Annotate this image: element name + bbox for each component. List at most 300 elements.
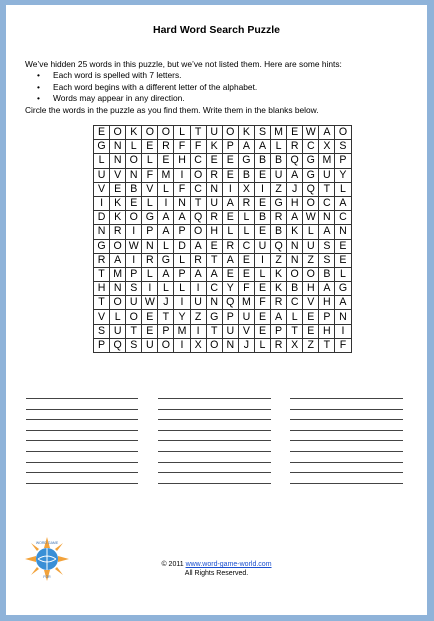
answer-blank-line[interactable] xyxy=(26,483,138,484)
grid-letter[interactable]: L xyxy=(142,154,158,168)
answer-blank-line[interactable] xyxy=(290,462,403,463)
grid-letter[interactable]: A xyxy=(319,282,335,296)
grid-letter[interactable]: I xyxy=(174,168,190,182)
grid-letter[interactable]: T xyxy=(126,324,142,338)
grid-letter[interactable]: Q xyxy=(271,239,287,253)
grid-letter[interactable]: B xyxy=(238,168,254,182)
grid-letter[interactable]: E xyxy=(126,196,142,210)
grid-letter[interactable]: M xyxy=(319,154,335,168)
grid-letter[interactable]: K xyxy=(206,140,222,154)
grid-letter[interactable]: X xyxy=(319,140,335,154)
grid-letter[interactable]: P xyxy=(94,338,110,352)
grid-letter[interactable]: I xyxy=(142,282,158,296)
grid-letter[interactable]: Q xyxy=(110,338,126,352)
grid-letter[interactable]: E xyxy=(142,310,158,324)
grid-letter[interactable]: R xyxy=(110,225,126,239)
grid-letter[interactable]: G xyxy=(271,196,287,210)
answer-blank-line[interactable] xyxy=(290,430,403,431)
answer-blank-line[interactable] xyxy=(26,440,138,441)
grid-letter[interactable]: F xyxy=(335,338,351,352)
grid-letter[interactable]: J xyxy=(287,182,303,196)
grid-letter[interactable]: D xyxy=(94,211,110,225)
answer-blank-line[interactable] xyxy=(290,419,403,420)
grid-letter[interactable]: N xyxy=(110,140,126,154)
grid-letter[interactable]: R xyxy=(158,140,174,154)
grid-letter[interactable]: U xyxy=(222,324,238,338)
grid-letter[interactable]: P xyxy=(222,310,238,324)
grid-letter[interactable]: U xyxy=(271,168,287,182)
grid-letter[interactable]: F xyxy=(142,168,158,182)
grid-letter[interactable]: L xyxy=(158,239,174,253)
grid-letter[interactable]: W xyxy=(303,126,319,140)
grid-letter[interactable]: A xyxy=(319,225,335,239)
grid-letter[interactable]: E xyxy=(303,310,319,324)
answer-blank-line[interactable] xyxy=(26,409,138,410)
grid-letter[interactable]: T xyxy=(287,324,303,338)
grid-letter[interactable]: O xyxy=(126,211,142,225)
grid-letter[interactable]: Z xyxy=(190,310,206,324)
grid-letter[interactable]: A xyxy=(190,267,206,281)
grid-letter[interactable]: V xyxy=(303,296,319,310)
grid-letter[interactable]: N xyxy=(174,196,190,210)
grid-letter[interactable]: E xyxy=(158,154,174,168)
grid-letter[interactable]: P xyxy=(158,324,174,338)
grid-letter[interactable]: B xyxy=(271,154,287,168)
grid-letter[interactable]: O xyxy=(158,126,174,140)
grid-letter[interactable]: P xyxy=(222,140,238,154)
answer-blank-line[interactable] xyxy=(158,472,271,473)
grid-letter[interactable]: U xyxy=(142,338,158,352)
grid-letter[interactable]: N xyxy=(206,296,222,310)
grid-letter[interactable]: T xyxy=(190,126,206,140)
grid-letter[interactable]: C xyxy=(335,211,351,225)
grid-letter[interactable]: G xyxy=(142,211,158,225)
grid-letter[interactable]: E xyxy=(238,267,254,281)
grid-letter[interactable]: I xyxy=(94,196,110,210)
grid-row xyxy=(94,324,352,338)
grid-letter[interactable]: L xyxy=(287,310,303,324)
grid-letter[interactable]: E xyxy=(254,282,270,296)
answer-blank-line[interactable] xyxy=(290,483,403,484)
grid-letter[interactable]: V xyxy=(238,324,254,338)
logo-text-top: WORD GAME xyxy=(35,541,59,545)
grid-letter[interactable]: G xyxy=(158,253,174,267)
grid-letter[interactable]: A xyxy=(238,140,254,154)
grid-letter[interactable]: M xyxy=(158,168,174,182)
grid-letter[interactable]: N xyxy=(94,225,110,239)
grid-letter[interactable]: A xyxy=(158,267,174,281)
grid-letter[interactable]: R xyxy=(238,196,254,210)
grid-letter[interactable]: R xyxy=(271,211,287,225)
footer xyxy=(6,560,427,578)
grid-letter[interactable]: P xyxy=(174,267,190,281)
grid-letter[interactable]: Y xyxy=(335,168,351,182)
grid-letter[interactable]: A xyxy=(287,211,303,225)
grid-letter[interactable]: H xyxy=(174,154,190,168)
grid-letter[interactable]: H xyxy=(303,282,319,296)
rights-text: All Rights Reserved. xyxy=(184,570,249,577)
grid-letter[interactable]: U xyxy=(206,126,222,140)
grid-letter[interactable]: B xyxy=(287,282,303,296)
grid-letter[interactable]: O xyxy=(126,310,142,324)
grid-letter[interactable]: O xyxy=(158,338,174,352)
grid-letter[interactable]: O xyxy=(190,168,206,182)
grid-letter[interactable]: M xyxy=(271,126,287,140)
grid-letter[interactable]: N xyxy=(335,225,351,239)
grid-letter[interactable]: A xyxy=(271,310,287,324)
grid-letter[interactable]: T xyxy=(158,310,174,324)
grid-letter[interactable]: I xyxy=(254,182,270,196)
grid-letter[interactable]: V xyxy=(142,182,158,196)
grid-letter[interactable]: E xyxy=(254,168,270,182)
grid-letter[interactable]: B xyxy=(271,225,287,239)
grid-letter[interactable]: A xyxy=(158,225,174,239)
grid-letter[interactable]: O xyxy=(110,239,126,253)
grid-letter[interactable]: B xyxy=(254,211,270,225)
grid-letter[interactable]: L xyxy=(174,253,190,267)
answer-blank-line[interactable] xyxy=(26,451,138,452)
grid-letter[interactable]: T xyxy=(94,296,110,310)
grid-letter[interactable]: I xyxy=(335,324,351,338)
grid-letter[interactable]: T xyxy=(319,338,335,352)
grid-letter[interactable]: F xyxy=(238,282,254,296)
grid-letter[interactable]: K xyxy=(271,267,287,281)
grid-letter[interactable]: F xyxy=(174,182,190,196)
grid-letter[interactable]: G xyxy=(335,282,351,296)
grid-letter[interactable]: A xyxy=(190,239,206,253)
answer-blank-line[interactable] xyxy=(158,451,271,452)
grid-letter[interactable]: P xyxy=(271,324,287,338)
grid-letter[interactable]: H xyxy=(206,225,222,239)
grid-letter[interactable]: L xyxy=(222,225,238,239)
grid-letter[interactable]: G xyxy=(94,239,110,253)
grid-letter[interactable]: O xyxy=(287,267,303,281)
grid-letter[interactable]: O xyxy=(190,225,206,239)
grid-letter[interactable]: O xyxy=(303,267,319,281)
grid-letter[interactable]: N xyxy=(319,211,335,225)
answer-blank-line[interactable] xyxy=(290,472,403,473)
grid-row xyxy=(94,168,352,182)
grid-letter[interactable]: I xyxy=(174,296,190,310)
answer-blank-line[interactable] xyxy=(290,409,403,410)
answer-blank-line[interactable] xyxy=(158,440,271,441)
grid-row xyxy=(94,196,352,210)
grid-letter[interactable]: X xyxy=(190,338,206,352)
grid-letter[interactable]: W xyxy=(126,239,142,253)
grid-row xyxy=(94,182,352,196)
grid-letter[interactable]: M xyxy=(110,267,126,281)
grid-letter[interactable]: R xyxy=(206,168,222,182)
grid-row xyxy=(94,267,352,281)
grid-letter[interactable]: E xyxy=(254,196,270,210)
grid-letter[interactable]: A xyxy=(222,253,238,267)
grid-letter[interactable]: P xyxy=(174,225,190,239)
grid-row xyxy=(94,239,352,253)
grid-letter[interactable]: S xyxy=(126,282,142,296)
grid-letter[interactable]: L xyxy=(142,196,158,210)
grid-letter[interactable]: E xyxy=(254,225,270,239)
grid-letter[interactable]: L xyxy=(126,140,142,154)
grid-letter[interactable]: U xyxy=(94,168,110,182)
grid-letter[interactable]: O xyxy=(335,126,351,140)
answer-blank-line[interactable] xyxy=(158,409,271,410)
grid-letter[interactable]: G xyxy=(94,140,110,154)
grid-letter[interactable]: K xyxy=(271,282,287,296)
grid-letter[interactable]: R xyxy=(271,338,287,352)
grid-letter[interactable]: Z xyxy=(271,182,287,196)
grid-letter[interactable]: E xyxy=(142,140,158,154)
answer-blank-line[interactable] xyxy=(158,398,271,399)
grid-letter[interactable]: E xyxy=(222,267,238,281)
grid-letter[interactable]: R xyxy=(287,140,303,154)
grid-letter[interactable]: I xyxy=(190,324,206,338)
page-title: Hard Word Search Puzzle xyxy=(152,24,280,36)
answer-blank-line[interactable] xyxy=(158,483,271,484)
grid-letter[interactable]: E xyxy=(303,324,319,338)
grid-letter[interactable]: L xyxy=(335,267,351,281)
grid-letter[interactable]: E xyxy=(206,239,222,253)
grid-letter[interactable]: J xyxy=(158,296,174,310)
grid-letter[interactable]: A xyxy=(110,253,126,267)
grid-letter[interactable]: O xyxy=(126,154,142,168)
grid-letter[interactable]: M xyxy=(238,296,254,310)
grid-letter[interactable]: Y xyxy=(222,282,238,296)
grid-letter[interactable]: V xyxy=(94,182,110,196)
grid-letter[interactable]: N xyxy=(206,182,222,196)
grid-letter[interactable]: L xyxy=(174,282,190,296)
grid-letter[interactable]: A xyxy=(335,196,351,210)
grid-letter[interactable]: E xyxy=(238,253,254,267)
grid-letter[interactable]: I xyxy=(158,196,174,210)
grid-letter[interactable]: E xyxy=(335,239,351,253)
grid-letter[interactable]: O xyxy=(110,296,126,310)
grid-letter[interactable]: O xyxy=(222,126,238,140)
grid-letter[interactable]: C xyxy=(206,282,222,296)
grid-letter[interactable]: C xyxy=(238,239,254,253)
grid-letter[interactable]: L xyxy=(174,126,190,140)
grid-letter[interactable]: Y xyxy=(174,310,190,324)
answer-blank-line[interactable] xyxy=(290,398,403,399)
grid-letter[interactable]: R xyxy=(271,296,287,310)
grid-letter[interactable]: U xyxy=(319,168,335,182)
grid-letter[interactable]: N xyxy=(110,282,126,296)
grid-letter[interactable]: T xyxy=(94,267,110,281)
grid-letter[interactable]: U xyxy=(303,239,319,253)
answer-blank-line[interactable] xyxy=(290,440,403,441)
grid-letter[interactable]: P xyxy=(142,225,158,239)
grid-letter[interactable]: H xyxy=(319,324,335,338)
grid-letter[interactable]: G xyxy=(303,168,319,182)
grid-letter[interactable]: L xyxy=(94,154,110,168)
grid-letter[interactable]: Z xyxy=(271,253,287,267)
grid-letter[interactable]: F xyxy=(190,140,206,154)
grid-letter[interactable]: M xyxy=(174,324,190,338)
grid-letter[interactable]: K xyxy=(287,225,303,239)
grid-letter[interactable]: I xyxy=(126,253,142,267)
grid-letter[interactable]: O xyxy=(142,126,158,140)
grid-letter[interactable]: V xyxy=(94,310,110,324)
grid-letter[interactable]: B xyxy=(126,182,142,196)
grid-letter[interactable]: E xyxy=(222,168,238,182)
grid-row xyxy=(94,225,352,239)
answer-blank-line[interactable] xyxy=(158,419,271,420)
answer-blank-line[interactable] xyxy=(26,472,138,473)
grid-letter[interactable]: B xyxy=(254,154,270,168)
grid-letter[interactable]: C xyxy=(190,154,206,168)
grid-letter[interactable]: O xyxy=(303,196,319,210)
grid-letter[interactable]: E xyxy=(206,154,222,168)
grid-letter[interactable]: U xyxy=(254,239,270,253)
grid-letter[interactable]: R xyxy=(222,239,238,253)
grid-letter[interactable]: L xyxy=(238,211,254,225)
grid-letter[interactable]: F xyxy=(174,140,190,154)
answer-blank-line[interactable] xyxy=(26,430,138,431)
grid-letter[interactable]: E xyxy=(335,253,351,267)
grid-letter[interactable]: T xyxy=(319,182,335,196)
grid-letter[interactable]: K xyxy=(238,126,254,140)
grid-letter[interactable]: L xyxy=(238,225,254,239)
grid-letter[interactable]: P xyxy=(319,310,335,324)
grid-letter[interactable]: E xyxy=(222,211,238,225)
grid-letter[interactable]: U xyxy=(126,296,142,310)
grid-letter[interactable]: W xyxy=(303,211,319,225)
answer-blank-line[interactable] xyxy=(158,462,271,463)
grid-letter[interactable]: L xyxy=(254,338,270,352)
grid-letter[interactable]: L xyxy=(303,225,319,239)
grid-letter[interactable]: Z xyxy=(303,253,319,267)
grid-letter[interactable]: T xyxy=(206,324,222,338)
grid-letter[interactable]: L xyxy=(254,267,270,281)
grid-letter[interactable]: T xyxy=(190,196,206,210)
grid-letter[interactable]: C xyxy=(190,182,206,196)
grid-letter[interactable]: L xyxy=(335,182,351,196)
copyright-text: © 2011 xyxy=(161,561,184,568)
grid-letter[interactable]: E xyxy=(94,126,110,140)
grid-letter[interactable]: A xyxy=(335,296,351,310)
grid-letter[interactable]: E xyxy=(222,154,238,168)
grid-letter[interactable]: H xyxy=(94,282,110,296)
grid-letter[interactable]: Q xyxy=(222,296,238,310)
grid-letter[interactable]: E xyxy=(142,324,158,338)
grid-letter[interactable]: A xyxy=(206,267,222,281)
grid-letter[interactable]: O xyxy=(110,126,126,140)
grid-letter[interactable]: L xyxy=(158,282,174,296)
hint-list xyxy=(25,70,420,104)
circle-instruction: Circle the words in the puzzle as you find them. Write them in the blanks below. xyxy=(25,104,319,115)
grid-letter[interactable]: S xyxy=(319,239,335,253)
grid-letter[interactable]: F xyxy=(254,296,270,310)
grid-letter[interactable]: A xyxy=(254,140,270,154)
grid-letter[interactable]: S xyxy=(335,140,351,154)
grid-letter[interactable]: X xyxy=(287,338,303,352)
grid-letter[interactable]: O xyxy=(206,338,222,352)
grid-letter[interactable]: H xyxy=(287,196,303,210)
grid-letter[interactable]: J xyxy=(238,338,254,352)
grid-letter[interactable]: Q xyxy=(287,154,303,168)
grid-letter[interactable]: V xyxy=(110,168,126,182)
grid-letter[interactable]: I xyxy=(254,253,270,267)
grid-letter[interactable]: N xyxy=(110,154,126,168)
grid-letter[interactable]: G xyxy=(303,154,319,168)
grid-letter[interactable]: Z xyxy=(303,338,319,352)
grid-letter[interactable]: S xyxy=(254,126,270,140)
grid-letter[interactable]: Q xyxy=(190,211,206,225)
grid-letter[interactable]: A xyxy=(158,211,174,225)
grid-letter[interactable]: E xyxy=(254,324,270,338)
grid-row xyxy=(94,310,352,324)
grid-letter[interactable]: A xyxy=(319,126,335,140)
grid-letter[interactable]: I xyxy=(174,338,190,352)
grid-letter[interactable]: N xyxy=(287,253,303,267)
grid-letter[interactable]: A xyxy=(174,211,190,225)
grid-letter[interactable]: P xyxy=(335,154,351,168)
grid-letter[interactable]: C xyxy=(303,140,319,154)
grid-letter[interactable]: L xyxy=(271,140,287,154)
grid-letter[interactable]: N xyxy=(126,168,142,182)
answer-blank-line[interactable] xyxy=(26,462,138,463)
grid-letter[interactable]: D xyxy=(174,239,190,253)
grid-letter[interactable]: G xyxy=(238,154,254,168)
answer-blank-line[interactable] xyxy=(158,430,271,431)
grid-row xyxy=(94,140,352,154)
grid-letter[interactable]: R xyxy=(206,211,222,225)
grid-letter[interactable]: U xyxy=(206,196,222,210)
grid-letter[interactable]: U xyxy=(190,296,206,310)
grid-letter[interactable]: E xyxy=(254,310,270,324)
answer-blank-line[interactable] xyxy=(290,451,403,452)
grid-letter[interactable]: N xyxy=(142,239,158,253)
grid-letter[interactable]: C xyxy=(319,196,335,210)
grid-letter[interactable]: A xyxy=(222,196,238,210)
website-link[interactable]: www.word-game-world.com xyxy=(185,561,272,568)
grid-letter[interactable]: N xyxy=(222,338,238,352)
grid-letter[interactable]: U xyxy=(110,324,126,338)
grid-letter[interactable]: I xyxy=(222,182,238,196)
answer-blank-line[interactable] xyxy=(26,419,138,420)
grid-letter[interactable]: S xyxy=(319,253,335,267)
grid-letter[interactable]: N xyxy=(335,310,351,324)
grid-letter[interactable]: B xyxy=(319,267,335,281)
grid-letter[interactable]: P xyxy=(126,267,142,281)
grid-letter[interactable]: L xyxy=(158,182,174,196)
grid-letter[interactable]: Q xyxy=(303,182,319,196)
grid-letter[interactable]: R xyxy=(190,253,206,267)
grid-letter[interactable]: L xyxy=(142,267,158,281)
grid-letter[interactable]: W xyxy=(142,296,158,310)
grid-letter[interactable]: H xyxy=(319,296,335,310)
grid-letter[interactable]: X xyxy=(238,182,254,196)
grid-letter[interactable]: R xyxy=(94,253,110,267)
grid-letter[interactable]: A xyxy=(287,168,303,182)
grid-letter[interactable]: I xyxy=(126,225,142,239)
grid-letter[interactable]: C xyxy=(287,296,303,310)
grid-letter[interactable]: E xyxy=(287,126,303,140)
grid-letter[interactable]: K xyxy=(110,196,126,210)
answer-blank-line[interactable] xyxy=(26,398,138,399)
grid-letter[interactable]: I xyxy=(190,282,206,296)
grid-letter[interactable]: N xyxy=(287,239,303,253)
grid-letter[interactable]: T xyxy=(206,253,222,267)
grid-letter[interactable]: S xyxy=(126,338,142,352)
grid-letter[interactable]: K xyxy=(110,211,126,225)
grid-letter[interactable]: R xyxy=(142,253,158,267)
grid-letter[interactable]: L xyxy=(110,310,126,324)
grid-letter[interactable]: U xyxy=(238,310,254,324)
grid-letter[interactable]: G xyxy=(206,310,222,324)
grid-letter[interactable]: S xyxy=(94,324,110,338)
grid-letter[interactable]: K xyxy=(126,126,142,140)
grid-letter[interactable]: E xyxy=(110,182,126,196)
